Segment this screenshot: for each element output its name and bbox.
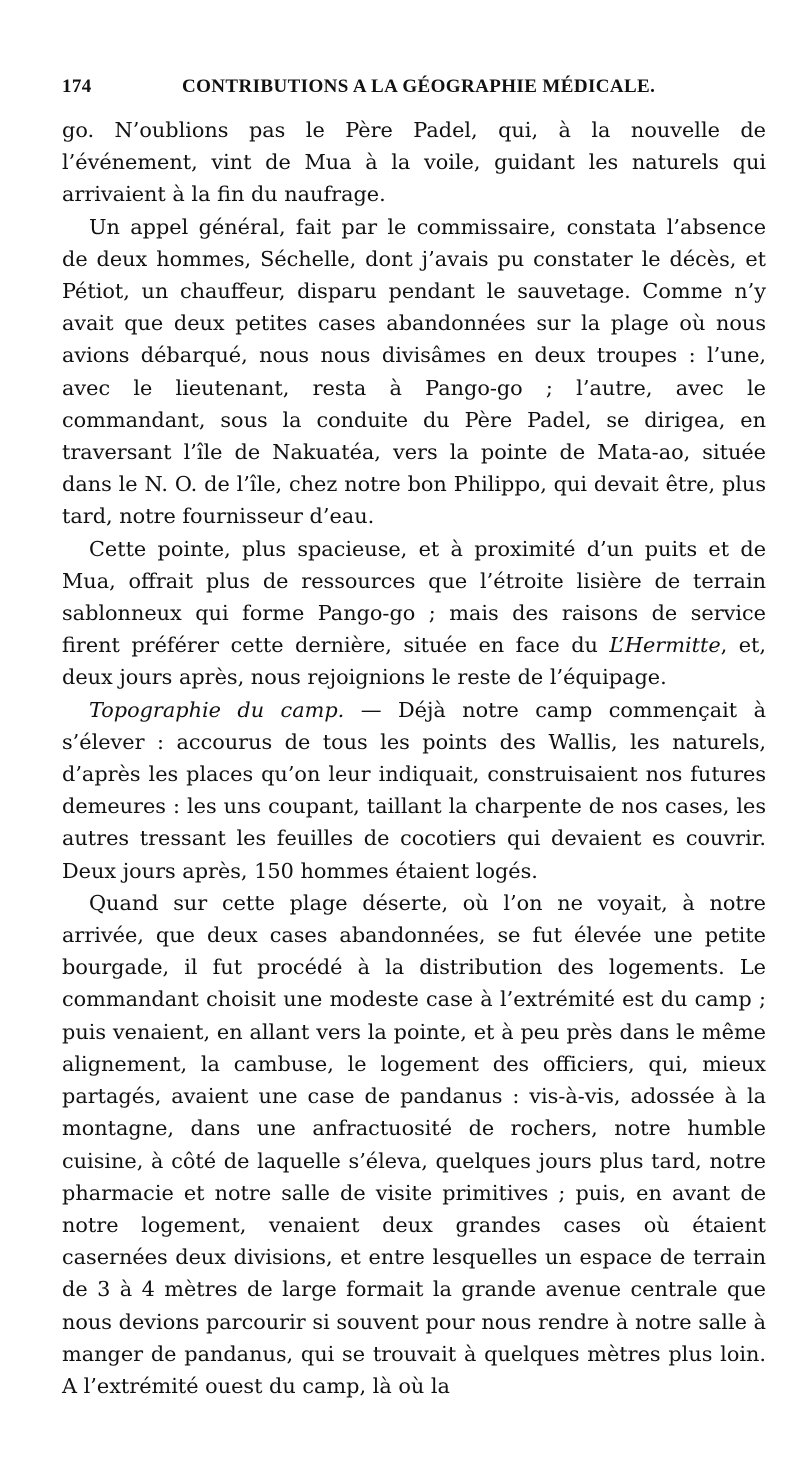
paragraph: Un appel général, fait par le commissaire, constata l’absence de deux hommes, Séchelle, dont j’avais pu constater le décès, et Pétiot, un chauffeur, disparu pendant le sauvetage. Comme n’y avait que deux petites cases abandonnées sur la plage où nous avions débarqué, nous nous divisâmes en deux troupes : l’une, avec le lieutenant, resta à Pango-go ; l’autre, avec le commandant, sous la conduite du Père Padel, se dirigea, en traversant l’île de Nakuatéa, vers la pointe de Mata-ao, située dans le N. O. de l’île, chez notre bon Philippo, qui devait être, plus tard, notre fournisseur d’eau. (62, 214, 766, 529)
paragraph-text: , et, deux jours après, nous rejoignions le reste de l’équipage. (62, 633, 766, 690)
page-header (62, 70, 766, 102)
ship-name: L’Hermitte (609, 633, 721, 658)
section-heading: Topographie du camp. (89, 697, 345, 722)
paragraph (62, 694, 766, 887)
paragraph-continued: go. N’oublions pas le Père Padel, qui, à la nouvelle de l’événement, vint de Mua à la voile, guidant les naturels qui arrivaient à la fin du naufrage. (62, 118, 766, 207)
running-title: CONTRIBUTIONS A LA GÉOGRAPHIE MÉDICALE. (182, 76, 656, 97)
page-number: 174 (62, 76, 92, 97)
paragraph-text: — Déjà notre camp commençait à s’élever : accourus de tous les points des Wallis, les naturels, d’après les places qu’on leur indiquait, construisaient nos futures demeures : les uns coupant, taillant la charpente de nos cases, les autres tressant les feuilles de cocotiers qui devaient es couvrir. Deux jours après, 150 hommes étaient logés. (62, 697, 766, 883)
body-text (62, 114, 766, 1402)
paragraph: Quand sur cette plage déserte, où l’on ne voyait, à notre arrivée, que deux cases abandonnées, se fut élevée une petite bourgade, il fut procédé à la distribution des logements. Le commandant choisit une modeste case à l’extrémité est du camp ; puis venaient, en allant vers la pointe, et à peu près dans le même alignement, la cambuse, le logement des officiers, qui, mieux partagés, avaient une case de pandanus : vis-à-vis, adossée à la montagne, dans une anfractuosité de rochers, notre humble cuisine, à côté de laquelle s’éleva, quelques jours plus tard, notre pharmacie et notre salle de visite primitives ; puis, en avant de notre logement, venaient deux grandes cases où étaient casernées deux divisions, et entre lesquelles un espace de terrain de 3 à 4 mètres de large formait la grande avenue centrale que nous devions parcourir si souvent pour nous rendre à notre salle à manger de pandanus, qui se trouvait à quelques mètres plus loin. A l’extrémité ouest du camp, là où la (62, 890, 766, 1398)
paragraph (62, 533, 766, 694)
paragraph-text: Cette pointe, plus spacieuse, et à proximité d’un puits et de Mua, offrait plus de ressources que l’étroite lisière de terrain sablonneux qui forme Pango-go ; mais des raisons de service firent préférer cette dernière, située en face du (62, 536, 766, 658)
book-page (62, 70, 766, 1402)
